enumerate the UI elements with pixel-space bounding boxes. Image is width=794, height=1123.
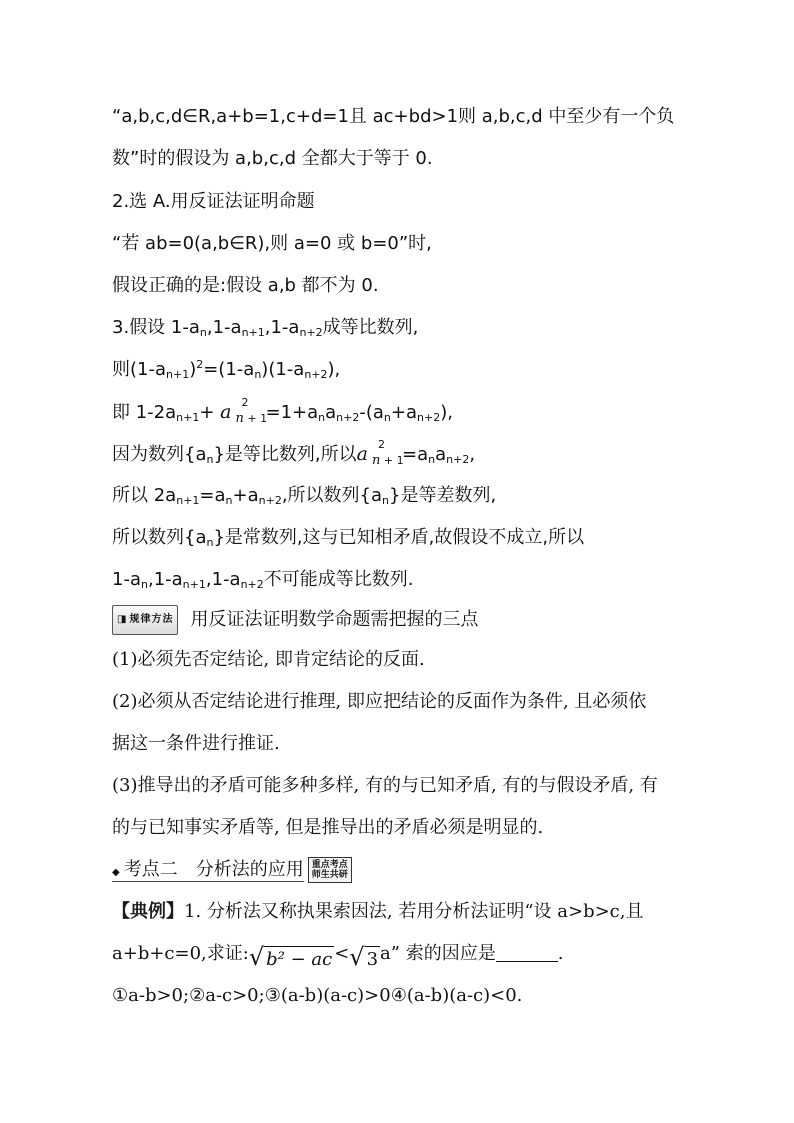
text-line-1: “a,b,c,d∈R,a+b=1,c+d=1且 ac+bd>1则 a,b,c,d 中至少有一个负 <box>112 106 675 127</box>
text-line-6: 3.假设 $1-a_n,1-a_{n+1},1-a_{n+2}$成等比数列, <box>112 317 419 339</box>
text-line-11: 所以数列$\{a_n\}$是常数列,这与已知相矛盾,故假设不成立,所以 <box>112 527 585 549</box>
text-line-4: “若 ab=0(a,b∈R),则 a=0 或 b=0”时, <box>112 233 432 254</box>
example-line-2: a+b+c=0,求证:√ b² − ac <√ 3 a” 索的因应是 . <box>112 943 564 971</box>
text-line-12: $1-a_n,1-a_{n+1},1-a_{n+2}$不可能成等比数列. <box>112 569 414 591</box>
sqrt-three: √ 3 <box>349 943 379 971</box>
section-tag: 重点考点 师生共研 <box>308 857 352 883</box>
text-line-5: 假设正确的是:假设 a,b 都不为 0. <box>112 275 379 296</box>
method-heading <box>112 605 478 635</box>
text-line-2: 数”时的假设为 a,b,c,d 全都大于等于 0. <box>112 148 433 169</box>
sqrt-expression: √ b² − ac <box>248 943 333 971</box>
method-point-3: (3)推导出的矛盾可能多种多样, 有的与已知矛盾, 有的与假设矛盾, 有 <box>112 775 658 796</box>
text-line-10: 所以 $2a_{n+1}=a_n+a_{n+2}$,所以数列$\{a_n\}$是等差数列, <box>112 485 497 507</box>
text-line-7: 则$(1-a_{n+1})^2=(1-a_n)(1-a_{n+2})$, <box>112 358 341 381</box>
math-subsup: 2 n + 1 <box>235 396 268 426</box>
example-line-1: 【典例】1. 分析法又称执果索因法, 若用分析法证明“设 a>b>c,且 <box>112 901 644 922</box>
section-title: 考点二 分析法的应用 <box>123 859 304 880</box>
example-label: 【典例】 <box>112 901 184 922</box>
diamond-icon: ◆ <box>112 867 120 878</box>
method-title: 用反证法证明数学命题需把握的三点 <box>190 609 479 630</box>
text-line-8: 即 $1-2a_{n+1}+ a$ 2 n + 1 $=1+a_na_{n+2}-(a_n+a_{n+2})$, <box>112 396 453 426</box>
method-point-3-cont: 的与已知事实矛盾等, 但是推导出的矛盾必须是明显的. <box>112 817 544 838</box>
text-line-9: 因为数列$\{a_n\}$是等比数列,所以a 2 n + 1 $=a_na_{n+2}$, <box>112 438 476 468</box>
answer-blank <box>496 943 558 962</box>
method-point-1: (1)必须先否定结论, 即肯定结论的反面. <box>112 649 425 670</box>
method-point-2: (2)必须从否定结论进行推理, 即应把结论的反面作为条件, 且必须依 <box>112 691 647 712</box>
example-options: ①a-b>0;②a-c>0;③(a-b)(a-c)>0④(a-b)(a-c)<0. <box>112 985 523 1006</box>
math-a: a <box>220 401 232 423</box>
book-icon: ◨ <box>117 614 128 625</box>
method-badge: ◨ 规律方法 <box>112 605 178 635</box>
section-heading <box>112 857 352 886</box>
text-line-3: 2.选 A.用反证法证明命题 <box>112 191 315 212</box>
method-point-2-cont: 据这一条件进行推证. <box>112 733 280 754</box>
